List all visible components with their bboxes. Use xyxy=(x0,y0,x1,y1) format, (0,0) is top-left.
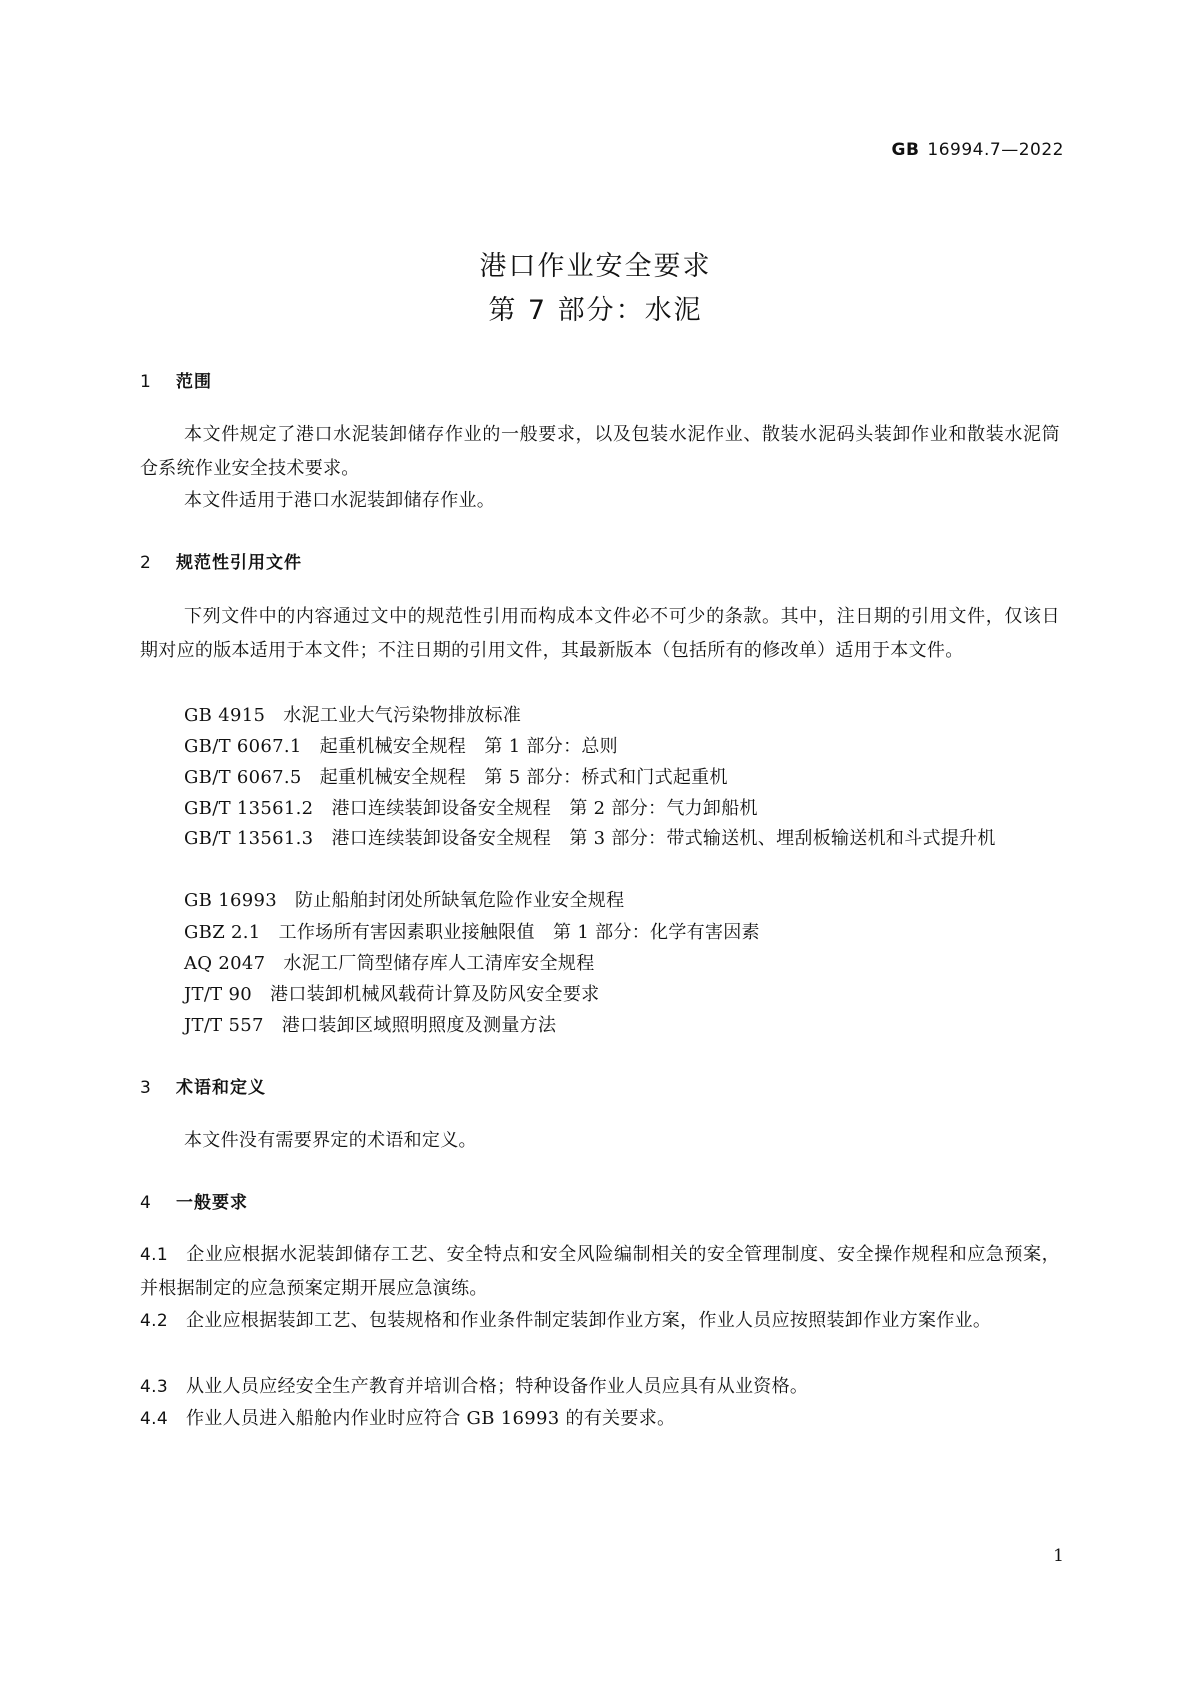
section-4-heading xyxy=(140,1188,248,1213)
reference-code: GB 4915 xyxy=(184,705,266,726)
section-1-paragraph-2: 本文件适用于港口水泥装卸储存作业。 xyxy=(184,490,496,511)
reference-title: 起重机械安全规程 第 5 部分：桥式和门式起重机 xyxy=(319,767,728,788)
clause-number: 4.1 xyxy=(140,1245,168,1265)
clause-text: 作业人员进入船舱内作业时应符合 GB 16993 的有关要求。 xyxy=(186,1408,676,1429)
reference-item xyxy=(184,730,618,764)
reference-item xyxy=(184,947,595,981)
clause-number: 4.3 xyxy=(140,1377,168,1397)
reference-item xyxy=(184,916,760,950)
clause-number: 4.4 xyxy=(140,1409,168,1429)
clause-number: 4.2 xyxy=(140,1311,168,1331)
standard-number xyxy=(892,140,1065,160)
reference-item xyxy=(184,761,728,795)
reference-title: 港口连续装卸设备安全规程 第 2 部分：气力卸船机 xyxy=(331,798,758,819)
reference-title: 港口连续装卸设备安全规程 第 3 部分：带式输送机、埋刮板输送机和斗式提升机 xyxy=(331,828,996,849)
section-number: 2 xyxy=(140,553,152,573)
reference-code: GB/T 13561.3 xyxy=(184,828,314,849)
reference-item xyxy=(184,1009,556,1043)
clause-text: 企业应根据装卸工艺、包装规格和作业条件制定装卸作业方案，作业人员应按照装卸作业方案作业。 xyxy=(186,1310,992,1331)
section-title: 范围 xyxy=(176,372,212,392)
reference-code: AQ 2047 xyxy=(184,953,266,974)
reference-item xyxy=(184,884,624,918)
reference-code: JT/T 557 xyxy=(184,1015,264,1036)
reference-item xyxy=(140,822,1060,856)
clause-item xyxy=(140,1402,1060,1436)
reference-item xyxy=(184,699,521,733)
reference-code: GBZ 2.1 xyxy=(184,922,261,943)
reference-code: GB/T 6067.5 xyxy=(184,767,302,788)
reference-title: 水泥工厂筒型储存库人工清库安全规程 xyxy=(283,953,595,974)
reference-item xyxy=(184,792,758,826)
standard-prefix: GB xyxy=(891,140,920,160)
section-2-paragraph-1: 下列文件中的内容通过文中的规范性引用而构成本文件必不可少的条款。其中，注日期的引用文件，仅该日期对应的版本适用于本文件；不注日期的引用文件，其最新版本（包括所有的修改单）适用于本文件。 xyxy=(140,606,1060,661)
reference-code: GB/T 6067.1 xyxy=(184,736,302,757)
clause-item xyxy=(140,1370,1060,1404)
reference-title: 工作场所有害因素职业接触限值 第 1 部分：化学有害因素 xyxy=(278,922,760,943)
clause-item xyxy=(140,1238,1060,1306)
section-number: 3 xyxy=(140,1078,152,1098)
page-number: 1 xyxy=(1053,1546,1064,1566)
document-title: 港口作业安全要求 xyxy=(479,251,712,282)
section-number: 4 xyxy=(140,1193,152,1213)
clause-item xyxy=(140,1304,1060,1338)
reference-code: GB/T 13561.2 xyxy=(184,798,314,819)
document-subtitle: 第 7 部分：水泥 xyxy=(488,295,703,326)
section-1-heading xyxy=(140,367,212,392)
reference-title: 水泥工业大气污染物排放标准 xyxy=(283,705,522,726)
reference-item xyxy=(184,978,599,1012)
reference-title: 港口装卸机械风载荷计算及防风安全要求 xyxy=(270,984,600,1005)
reference-title: 港口装卸区域照明照度及测量方法 xyxy=(281,1015,557,1036)
reference-title: 起重机械安全规程 第 1 部分：总则 xyxy=(319,736,618,757)
section-3-heading xyxy=(140,1073,266,1098)
section-1-paragraph-1: 本文件规定了港口水泥装卸储存作业的一般要求，以及包装水泥作业、散装水泥码头装卸作业和散装水泥筒仓系统作业安全技术要求。 xyxy=(140,424,1060,479)
clause-text: 企业应根据水泥装卸储存工艺、安全特点和安全风险编制相关的安全管理制度、安全操作规程和应急预案，并根据制定的应急预案定期开展应急演练。 xyxy=(140,1244,1060,1299)
section-title: 一般要求 xyxy=(176,1193,248,1213)
standard-code: 16994.7—2022 xyxy=(927,140,1064,160)
clause-text: 从业人员应经安全生产教育并培训合格；特种设备作业人员应具有从业资格。 xyxy=(186,1376,809,1397)
reference-title: 防止船舶封闭处所缺氧危险作业安全规程 xyxy=(295,890,625,911)
section-3-paragraph-1: 本文件没有需要界定的术语和定义。 xyxy=(184,1130,477,1151)
reference-code: GB 16993 xyxy=(184,890,277,911)
section-number: 1 xyxy=(140,372,152,392)
section-title: 规范性引用文件 xyxy=(176,553,302,573)
reference-code: JT/T 90 xyxy=(184,984,253,1005)
section-title: 术语和定义 xyxy=(176,1078,266,1098)
section-2-heading xyxy=(140,548,302,573)
